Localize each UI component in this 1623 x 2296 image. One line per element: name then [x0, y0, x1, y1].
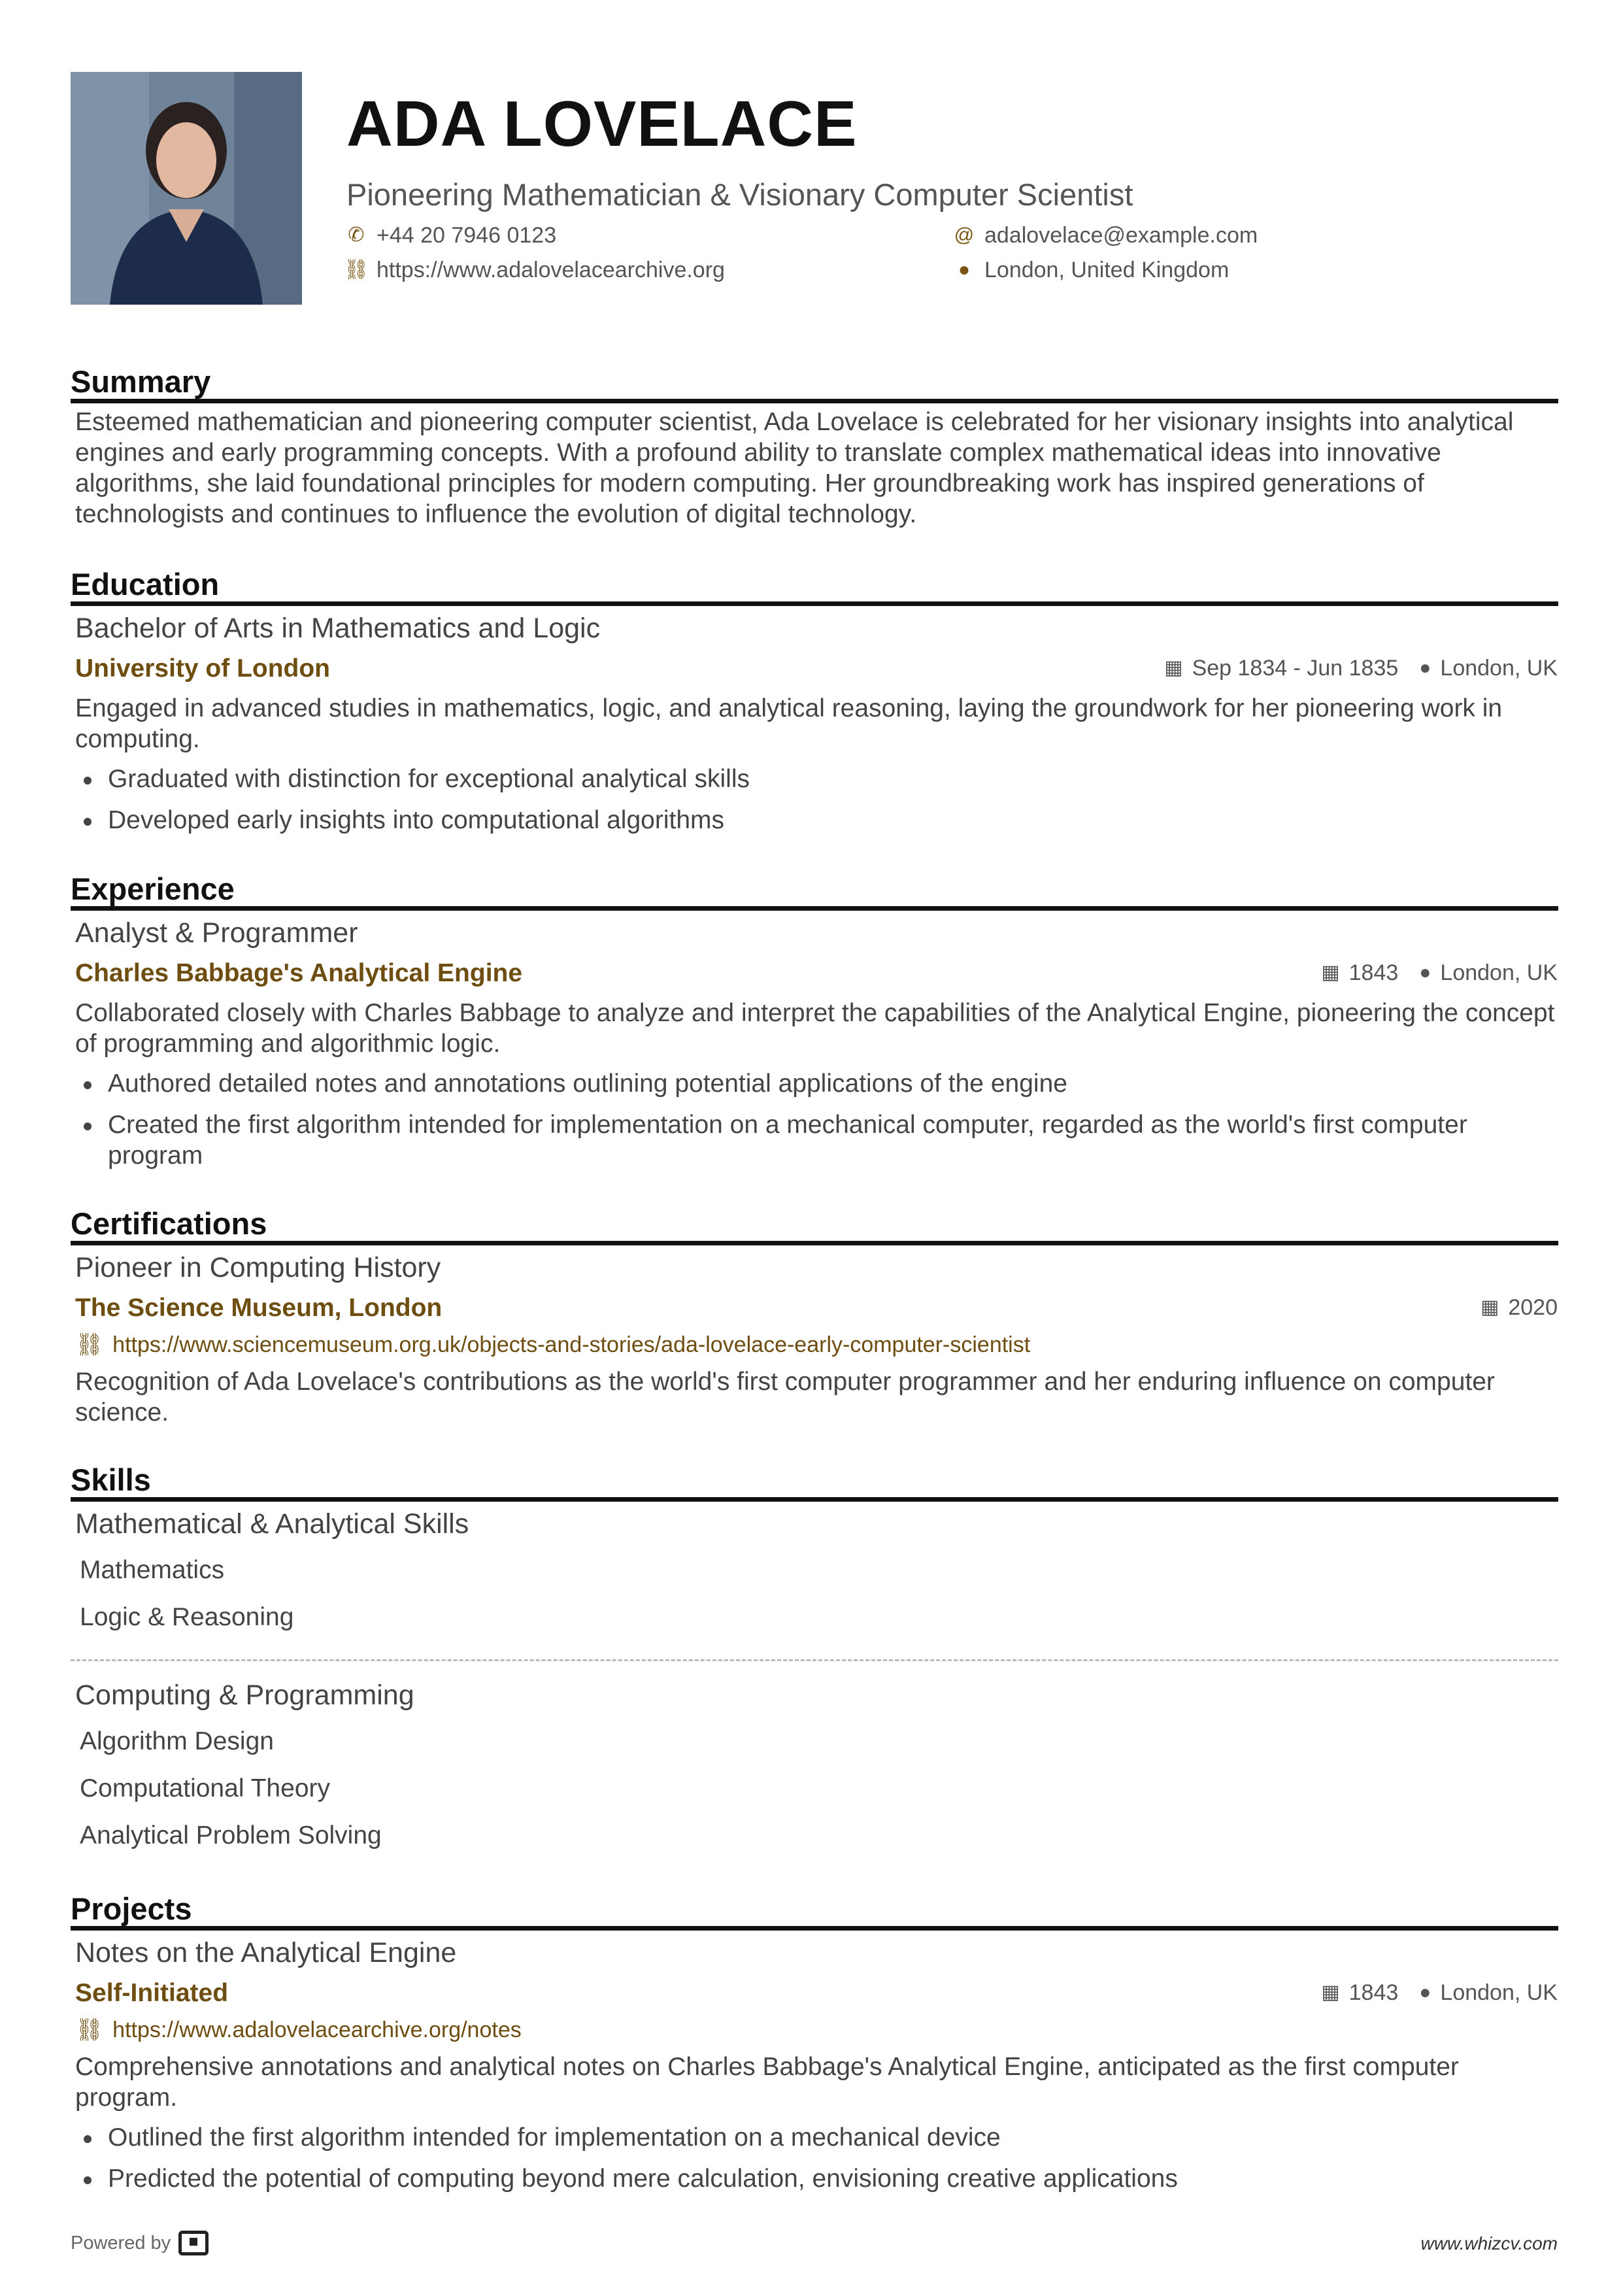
experience-role: Analyst & Programmer [75, 917, 358, 949]
experience-description: Collaborated closely with Charles Babbage to analyze and interpret the capabilities of the Analytical Engine, pioneering the concept of programming and algorithmic logic. [75, 999, 1555, 1058]
list-item: Developed early insights into computational algorithms [84, 805, 1548, 836]
calendar-icon: ▦ [1481, 1296, 1499, 1318]
calendar-icon: ▦ [1321, 1982, 1340, 2003]
summary-divider [71, 399, 1558, 403]
skill-item: Mathematics [80, 1556, 225, 1584]
bullet-icon [84, 2135, 92, 2143]
list-item: Created the first algorithm intended for implementation on a mechanical computer, regarded as the world's first computer program [84, 1109, 1548, 1171]
experience-meta: ▦ 1843 ● London, UK [1321, 960, 1558, 985]
portrait-image [71, 72, 302, 305]
project-org: Self-Initiated [75, 1979, 229, 2007]
experience-divider [71, 906, 1558, 911]
certifications-divider [71, 1241, 1558, 1245]
location-pin-icon: ● [1419, 1982, 1431, 2003]
contact-email[interactable]: @ adalovelace@example.com [954, 223, 1258, 248]
experience-company: Charles Babbage's Analytical Engine [75, 959, 523, 987]
contact-location: ● London, United Kingdom [954, 259, 1229, 281]
skills-heading: Skills [71, 1462, 151, 1497]
skill-item: Computational Theory [80, 1774, 330, 1802]
bullet-icon [84, 818, 92, 826]
skill-group-title: Computing & Programming [75, 1680, 414, 1711]
certification-meta: ▦ 2020 [1481, 1295, 1558, 1320]
education-description: Engaged in advanced studies in mathematics, logic, and analytical reasoning, laying the groundwork for her pioneering work in computing. [75, 694, 1503, 753]
project-description: Comprehensive annotations and analytical notes on Charles Babbage's Analytical Engine, anticipated as the first computer program. [75, 2053, 1459, 2112]
link-icon: ⛓ [75, 2017, 104, 2042]
link-icon: ⛓ [75, 1332, 104, 1357]
calendar-icon: ▦ [1164, 657, 1183, 679]
bullet-icon [84, 1081, 92, 1089]
skills-group-separator [71, 1659, 1558, 1661]
location-pin-icon: ● [1419, 962, 1431, 983]
skill-item: Analytical Problem Solving [80, 1821, 382, 1849]
project-name: Notes on the Analytical Engine [75, 1937, 457, 1968]
skill-item: Algorithm Design [80, 1727, 274, 1755]
certification-link[interactable]: ⛓ https://www.sciencemuseum.org.uk/objects-and-stories/ada-lovelace-early-computer-scientist [75, 1332, 1031, 1357]
education-divider [71, 601, 1558, 606]
project-link[interactable]: ⛓ https://www.adalovelacearchive.org/notes [75, 2017, 522, 2042]
whizcv-logo-icon [178, 2231, 209, 2255]
summary-text: Esteemed mathematician and pioneering computer scientist, Ada Lovelace is celebrated for her visionary insights into analytical engines and early programming concepts. With a profound ability to translate complex mathematical ideas into innovative algorithms, she laid foundational principles for modern computing. Her groundbreaking work has inspired generations of technologists and continues to influence the evolution of digital technology. [75, 408, 1514, 528]
footer-site-link[interactable]: www.whizcv.com [1420, 2233, 1558, 2254]
education-heading: Education [71, 567, 220, 601]
candidate-headline: Pioneering Mathematician & Visionary Computer Scientist [346, 177, 1133, 212]
bullet-icon [84, 1123, 92, 1130]
footer-powered-by: Powered by [71, 2231, 209, 2255]
location-pin-icon: ● [958, 259, 971, 280]
projects-heading: Projects [71, 1891, 192, 1926]
calendar-icon: ▦ [1321, 962, 1340, 983]
certification-description: Recognition of Ada Lovelace's contributions as the world's first computer programmer and her enduring influence on computer science. [75, 1368, 1495, 1427]
list-item: Predicted the potential of computing beyond mere calculation, envisioning creative applications [84, 2163, 1548, 2194]
projects-divider [71, 1926, 1558, 1931]
profile-photo [71, 72, 302, 305]
education-school: University of London [75, 654, 330, 683]
phone-icon: ✆ [348, 224, 365, 246]
at-icon: @ [954, 224, 975, 246]
summary-heading: Summary [71, 364, 211, 399]
contact-phone[interactable]: ✆ +44 20 7946 0123 [346, 224, 556, 246]
contact-website[interactable]: ⛓ https://www.adalovelacearchive.org [343, 258, 725, 282]
certifications-heading: Certifications [71, 1206, 267, 1241]
bullet-icon [84, 777, 92, 785]
candidate-name: ADA LOVELACE [346, 88, 858, 160]
location-pin-icon: ● [1419, 657, 1431, 679]
certification-name: Pioneer in Computing History [75, 1252, 441, 1283]
education-degree: Bachelor of Arts in Mathematics and Logic [75, 613, 601, 644]
certification-issuer: The Science Museum, London [75, 1294, 443, 1322]
skill-item: Logic & Reasoning [80, 1603, 294, 1631]
list-item: Graduated with distinction for exceptional analytical skills [84, 764, 1548, 794]
bullet-icon [84, 2176, 92, 2184]
education-meta: ▦ Sep 1834 - Jun 1835 ● London, UK [1164, 656, 1558, 681]
list-item: Outlined the first algorithm intended for implementation on a mechanical device [84, 2122, 1548, 2153]
skill-group-title: Mathematical & Analytical Skills [75, 1508, 469, 1540]
link-icon: ⛓ [343, 259, 369, 280]
experience-heading: Experience [71, 871, 235, 906]
skills-divider [71, 1497, 1558, 1502]
project-meta: ▦ 1843 ● London, UK [1321, 1980, 1558, 2005]
list-item: Authored detailed notes and annotations outlining potential applications of the engine [84, 1068, 1548, 1099]
